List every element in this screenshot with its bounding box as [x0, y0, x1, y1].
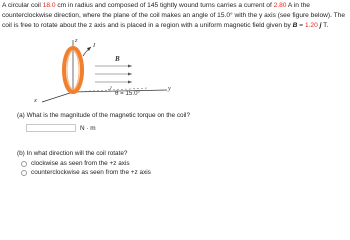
coil-figure [20, 34, 340, 104]
b-arrowhead [128, 65, 132, 68]
radius-value: 18.0 [42, 2, 56, 9]
b-label: B [115, 55, 120, 63]
option-clockwise-label: clockwise as seen from the +z axis [31, 160, 130, 167]
current-label: I [93, 42, 96, 49]
radio-counterclockwise[interactable] [21, 170, 27, 176]
y-label: y [168, 85, 171, 92]
torque-input[interactable] [26, 124, 76, 132]
b-vector: B [292, 22, 298, 29]
x-axis [42, 92, 73, 102]
question-b: (b) In what direction will the coil rotate? [17, 150, 128, 157]
x-label: x [34, 97, 37, 104]
angle-label: θ = 15.0° [115, 90, 141, 97]
z-label: z [75, 37, 78, 44]
option-counterclockwise[interactable] [21, 169, 151, 176]
answer-a-row [26, 124, 96, 132]
current-value: 2.80 [273, 2, 287, 9]
j-hat: ĵ [319, 22, 322, 29]
option-clockwise[interactable] [21, 160, 130, 167]
option-counterclockwise-label: counterclockwise as seen from the +z axis [31, 169, 151, 176]
torque-unit: N · m [80, 124, 96, 132]
b-arrowhead [128, 73, 132, 76]
angle-arc [108, 86, 111, 90]
question-a: (a) What is the magnitude of the magnetic torque on the coil? [17, 112, 190, 119]
problem-statement: A circular coil 18.0 cm in radius and composed of 145 tightly wound turns carries a current of 2.80 A in the counterclockwise direction, where the plane of the coil makes an angle of 15.0° with the y axis (see figure below). The coil is free to rotate about the z axis and is placed in a region with a uniform magnetic field given by B = 1.20 ĵ T. [2, 2, 346, 29]
b-arrowhead [128, 81, 132, 84]
radio-clockwise[interactable] [21, 161, 27, 167]
field-value: 1.20 [304, 22, 318, 29]
